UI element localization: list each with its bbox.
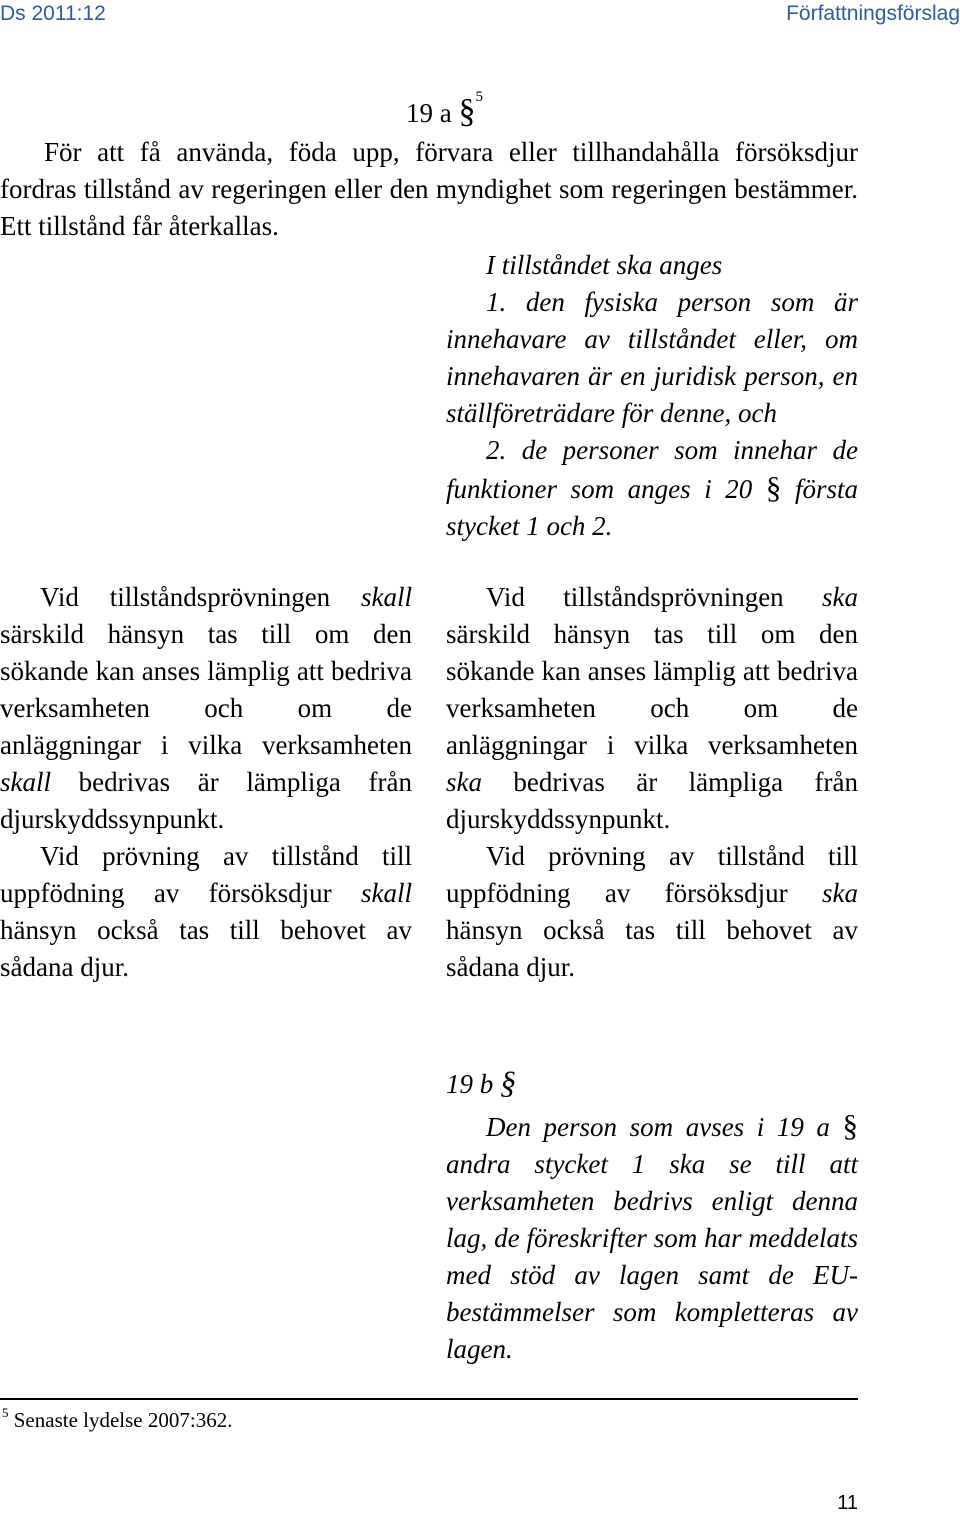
- current-paragraph-1: [0, 579, 412, 838]
- footnote: [2, 1405, 233, 1433]
- current-wording-column: [0, 579, 412, 986]
- paragraph-symbol: §: [765, 470, 782, 505]
- text-run: särskild hänsyn tas till om den sökande kan anses lämplig att bedriva verksamheten och om de anläggningar i vilka verksamheten: [0, 619, 412, 760]
- section-number: 19 b: [446, 1069, 494, 1099]
- new-text-permit-contents: [446, 247, 858, 545]
- footnote-ref: 5: [475, 89, 483, 105]
- permit-contents-item-2: [446, 432, 858, 545]
- footnote-marker: 5: [2, 1405, 9, 1420]
- emphasis-ska: ska: [822, 878, 858, 908]
- text-run: Vid prövning av tillstånd till uppfödning av försöksdjur: [0, 841, 412, 908]
- permit-contents-lead: I tillståndet ska anges: [486, 250, 723, 280]
- paragraph-symbol: §: [842, 1108, 858, 1143]
- text-run: Den person som avses i 19 a: [486, 1112, 830, 1142]
- current-paragraph-2: [0, 838, 412, 986]
- footnote-text: Senaste lydelse 2007:362.: [13, 1408, 233, 1432]
- item-2-text: 2. de personer som innehar de funktioner som anges i 20: [446, 435, 858, 504]
- emphasis-skall: skall: [361, 878, 412, 908]
- section-19b-heading: [446, 1064, 858, 1103]
- section-19b-text: [446, 1107, 858, 1368]
- permit-contents-item-1: 1. den fysiska person som är innehavare av tillståndet eller, om innehavaren är en juridisk person, en ställföreträdare för denne, och: [446, 287, 858, 428]
- proposed-wording-column: [446, 579, 858, 986]
- section-number: 19 a: [406, 98, 452, 128]
- text-run: bedrivas är lämpliga från djurskyddssynpunkt.: [446, 767, 858, 834]
- text-run: Vid prövning av tillstånd till uppfödning av försöksdjur: [446, 841, 858, 908]
- text-run: hänsyn också tas till behovet av sådana djur.: [0, 915, 412, 982]
- item-2-text-end: första stycket 1 och 2.: [446, 474, 859, 541]
- text-run: hänsyn också tas till behovet av sådana djur.: [446, 915, 858, 982]
- section-19a-heading: [406, 89, 483, 131]
- section-19b: [446, 1064, 858, 1368]
- text-run: bedrivas är lämpliga från djurskyddssynpunkt.: [0, 767, 412, 834]
- emphasis-ska: ska: [822, 582, 858, 612]
- text-run: andra stycket 1 ska se till att verksamheten bedrivs enligt denna lag, de föreskrifter som har meddelats med stöd av lagen samt de EU-bestämmelser som kompletteras av lagen.: [446, 1149, 858, 1364]
- text-run: Vid tillståndsprövningen: [486, 582, 784, 612]
- emphasis-skall: skall: [361, 582, 412, 612]
- footnote-divider: [0, 1398, 858, 1400]
- paragraph-symbol: §: [458, 93, 476, 130]
- text-run: Vid tillståndsprövningen: [40, 582, 331, 612]
- proposed-paragraph-1: [446, 579, 858, 838]
- proposed-paragraph-2: [446, 838, 858, 986]
- running-header-right: Författningsförslag: [786, 2, 960, 25]
- emphasis-skall: skall: [0, 767, 51, 797]
- emphasis-ska: ska: [446, 767, 482, 797]
- page-number: 11: [837, 1492, 858, 1514]
- section-19a-intro: För att få använda, föda upp, förvara eller tillhandahålla försöksdjur fordras tillstånd av regeringen eller den myndighet som regeringen bestämmer. Ett tillstånd får återkallas.: [0, 137, 858, 241]
- paragraph-symbol: §: [500, 1064, 516, 1100]
- running-header-left: Ds 2011:12: [0, 2, 106, 25]
- text-run: särskild hänsyn tas till om den sökande kan anses lämplig att bedriva verksamheten och om de anläggningar i vilka verksamheten: [446, 619, 858, 760]
